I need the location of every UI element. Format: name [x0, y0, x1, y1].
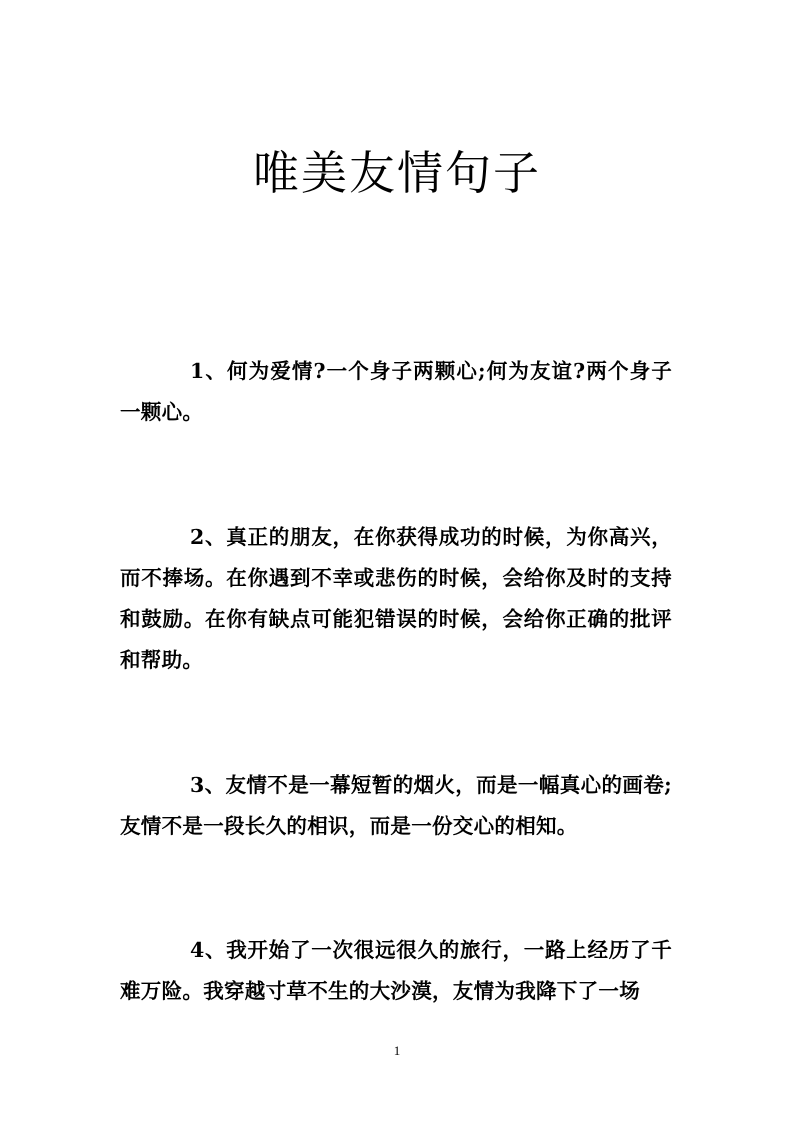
- paragraph-2: 2、真正的朋友，在你获得成功的时候，为你高兴，而不捧场。在你遇到不幸或悲伤的时候，会给你及时的支持和鼓励。在你有缺点可能犯错误的时候，会给你正确的批评和帮助。: [120, 525, 672, 672]
- paragraph-1: 1、何为爱情?一个身子两颗心;何为友谊?两个身子一颗心。: [120, 359, 672, 424]
- page-number: 1: [393, 1043, 401, 1058]
- paragraph-3: 3、友情不是一幕短暂的烟火，而是一幅真心的画卷; 友情不是一段长久的相识，而是一份交心的相知。: [120, 773, 672, 838]
- paragraph-4: 4、我开始了一次很远很久的旅行，一路上经历了千难万险。我穿越寸草不生的大沙漠，友情为我降下了一场: [120, 938, 672, 1003]
- document-title: 唯美友情句子: [253, 146, 541, 200]
